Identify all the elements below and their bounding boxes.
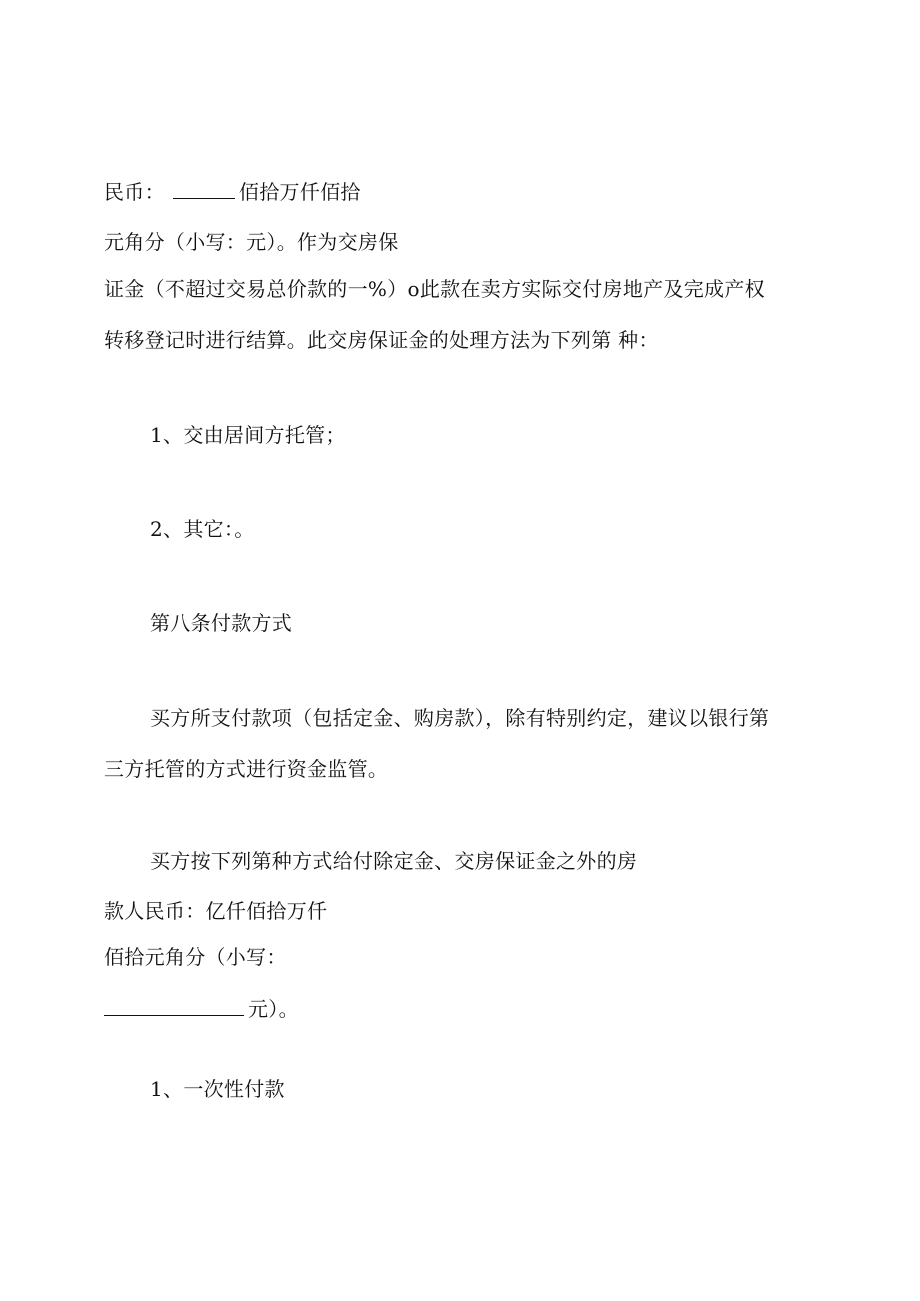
currency-prefix: 民币：	[104, 180, 165, 204]
paragraph-line: 佰拾元角分（小写：	[104, 945, 287, 969]
paragraph-line: 证金（不超过交易总价款的一%）o此款在卖方实际交付房地产及完成产权	[104, 277, 765, 301]
section-heading: 第八条付款方式	[150, 611, 293, 635]
currency-units: 佰拾万仟佰拾	[238, 180, 361, 204]
paragraph-line: 款人民币：亿仟佰拾万仟	[104, 899, 328, 923]
paragraph-line: 买方按下列第种方式给付除定金、交房保证金之外的房	[150, 849, 638, 873]
amount-suffix: 元）。	[248, 997, 299, 1021]
list-item: 1、交由居间方托管；	[150, 423, 346, 447]
paragraph-line: 元角分（小写：元）。作为交房保	[104, 230, 399, 254]
paragraph-line: 三方托管的方式进行资金监管。	[104, 757, 389, 781]
currency-amount-line	[104, 178, 361, 204]
amount-line	[104, 995, 299, 1021]
paragraph-line: 买方所支付款项（包括定金、购房款），除有特别约定，建议以银行第	[150, 706, 770, 730]
amount-blank	[173, 178, 235, 199]
paragraph-line: 转移登记时进行结算。此交房保证金的处理方法为下列第 种：	[104, 328, 659, 352]
amount-blank	[104, 995, 244, 1016]
list-item: 2、其它：。	[150, 517, 255, 541]
list-item: 1、一次性付款	[150, 1077, 285, 1101]
